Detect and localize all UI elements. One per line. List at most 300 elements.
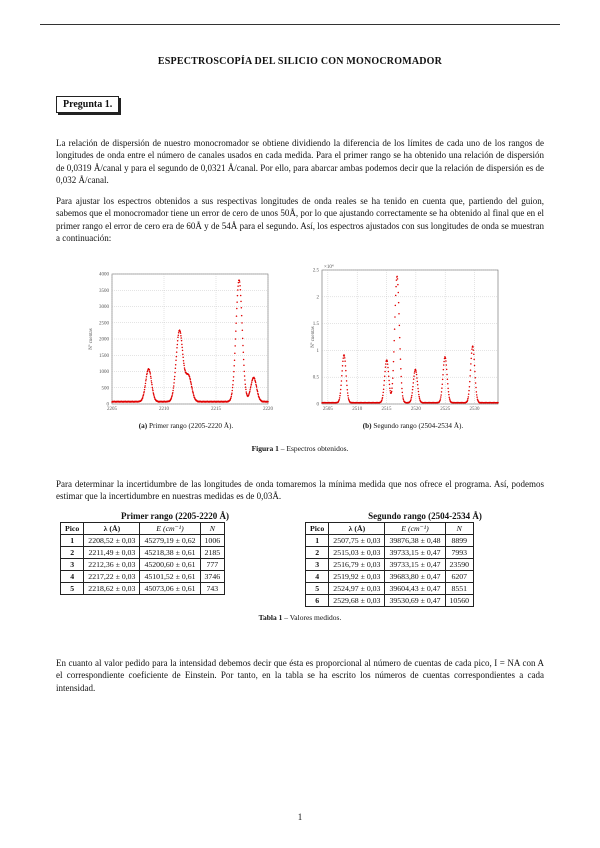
- spectrum-point: [176, 356, 178, 358]
- y-tick-label: 3500: [99, 288, 109, 294]
- cell-energy: 39876,38 ± 0,48: [385, 535, 445, 547]
- spectrum-point: [235, 338, 237, 340]
- spectrum-point: [396, 276, 398, 278]
- subfigure-b-text: Segundo rango (2504-2534 Å).: [371, 422, 464, 430]
- spectrum-point: [189, 376, 191, 378]
- spectrum-point: [402, 392, 404, 394]
- spectrum-point: [191, 386, 193, 388]
- spectrum-point: [248, 393, 250, 395]
- cell-n: 777: [200, 559, 225, 571]
- spectrum-point: [411, 397, 413, 399]
- table-caption-text: – Valores medidos.: [282, 613, 342, 622]
- cell-lambda: 2524,97 ± 0,03: [329, 583, 385, 595]
- x-tick-label: 2520: [410, 407, 421, 412]
- spectrum-point: [388, 375, 390, 377]
- spectrum-point: [471, 348, 473, 350]
- spectrum-point: [243, 359, 245, 361]
- spectrum-point: [230, 397, 232, 399]
- spectrum-point: [476, 396, 478, 398]
- spectrum-point: [191, 387, 193, 389]
- spectrum-point: [191, 383, 193, 385]
- spectrum-point: [419, 397, 421, 399]
- spectrum-point: [401, 382, 403, 384]
- spectrum-point: [385, 363, 387, 365]
- cell-lambda: 2208,52 ± 0,03: [84, 535, 140, 547]
- spectrum-point: [412, 386, 414, 388]
- paragraph-dispersion: La relación de dispersión de nuestro monocromador se obtiene dividiendo la diferencia de los límites de cada uno de los rangos de longitudes de onda entre el número de canales usados en cada medida. Para el primer rango se ha obtenido una relación de dispersión de 0,0319 Å/canal y para el segundo de 0,0321 Å/canal. Por ello, para abarcar ambas podemos decir que la relación de dispersión es de 0,032 Å/canal.: [56, 138, 544, 185]
- spectrum-point: [340, 385, 342, 387]
- spectrum-point: [384, 380, 386, 382]
- spectrum-point: [447, 383, 449, 385]
- spectrum-point: [172, 392, 174, 394]
- spectrum-point: [414, 372, 416, 374]
- spectrum-point: [258, 397, 260, 399]
- spectrum-point: [475, 387, 477, 389]
- spectrum-point: [441, 387, 443, 389]
- y-tick-label: 1: [316, 348, 319, 354]
- x-tick-label: 2525: [440, 407, 451, 412]
- spectrum-point: [395, 286, 397, 288]
- y-tick-label: 2.5: [312, 268, 319, 274]
- spectrum-point: [410, 400, 412, 402]
- spectrum-point: [343, 357, 345, 359]
- spectrum-point: [381, 398, 383, 400]
- spectrum-point: [255, 384, 257, 386]
- y-tick-label: 1500: [99, 353, 109, 359]
- spectrum-point: [231, 394, 233, 396]
- spectrum-point: [475, 377, 477, 379]
- spectrum-point: [440, 394, 442, 396]
- spectrum-point: [445, 360, 447, 362]
- spectrum-point: [439, 400, 441, 402]
- spectrum-point: [472, 346, 474, 348]
- spectrum-point: [184, 370, 186, 372]
- spectrum-point: [382, 392, 384, 394]
- spectrum-point: [267, 401, 269, 403]
- spectrum-point: [172, 390, 174, 392]
- col-lambda: λ (Å): [84, 523, 140, 535]
- spectrum-point: [190, 382, 192, 384]
- spectrum-point: [442, 383, 444, 385]
- spectrum-point: [182, 350, 184, 352]
- y-tick-label: 2500: [99, 321, 109, 327]
- cell-pico: 2: [306, 547, 329, 559]
- spectrum-point: [176, 347, 178, 349]
- spectrum-point: [399, 325, 401, 327]
- x-tick-label: 2220: [263, 407, 273, 412]
- cell-pico: 1: [306, 535, 329, 547]
- col-pico: Pico: [306, 523, 329, 535]
- spectrum-point: [243, 365, 245, 367]
- figure-caption: [0, 444, 600, 453]
- spectrum-point: [232, 380, 234, 382]
- spectrum-point: [471, 352, 473, 354]
- table-row: [61, 535, 225, 547]
- col-pico: Pico: [61, 523, 84, 535]
- spectrum-point: [413, 378, 415, 380]
- page-number: 1: [297, 812, 303, 822]
- spectrum-point: [468, 390, 470, 392]
- col-lambda: λ (Å): [329, 523, 385, 535]
- cell-n: 7993: [445, 547, 474, 559]
- figure-caption-text: – Espectros obtenidos.: [278, 444, 349, 453]
- spectrum-point: [180, 332, 182, 334]
- spectrum-point: [469, 375, 471, 377]
- figure-label: Figura 1: [251, 444, 279, 453]
- spectrum-point: [388, 371, 390, 373]
- spectrum-point: [344, 355, 346, 357]
- spectrum-point: [245, 391, 247, 393]
- paragraph-uncertainty: Para determinar la incertidumbre de las longitudes de onda tomaremos la mínima medida que nos ofrece el programa. Así, podemos estimar que la incertidumbre en nuestras medidas es de 0,03Å.: [56, 479, 544, 502]
- spectrum-point: [446, 369, 448, 371]
- spectrum-point: [411, 395, 413, 397]
- x-tick-label: 2510: [352, 407, 363, 412]
- spectrum-point: [470, 369, 472, 371]
- spectrum-point: [342, 361, 344, 363]
- table2-title: Segundo rango (2504-2534 Å): [368, 511, 482, 521]
- cell-lambda: 2519,92 ± 0,03: [329, 571, 385, 583]
- spectrum-point: [241, 322, 243, 324]
- spectrum-point: [383, 384, 385, 386]
- spectrum-point: [144, 387, 146, 389]
- spectrum-point: [152, 387, 154, 389]
- y-tick-label: 500: [101, 386, 109, 392]
- spectrum-point: [234, 345, 236, 347]
- spectrum-point: [387, 367, 389, 369]
- cell-n: 6207: [445, 571, 474, 583]
- spectrum-point: [193, 395, 195, 397]
- spectrum-point: [447, 388, 449, 390]
- spectrum-point: [443, 361, 445, 363]
- spectrum-point: [448, 394, 450, 396]
- spectrum-point: [173, 382, 175, 384]
- spectrum-point: [340, 392, 342, 394]
- spectrum-point: [394, 328, 396, 330]
- spectrum-point: [235, 330, 237, 332]
- y-axis-label: Nº cuentas: [89, 328, 94, 350]
- spectrum-point: [254, 378, 256, 380]
- spectrum-point: [175, 368, 177, 370]
- spectrum-point: [398, 292, 400, 294]
- spectrum-point: [146, 372, 148, 374]
- spectrum-point: [178, 334, 180, 336]
- spectrum-point: [176, 351, 178, 353]
- y-tick-label: 2: [316, 295, 319, 301]
- table-caption: [0, 613, 600, 622]
- spectrum-point: [442, 374, 444, 376]
- cell-pico: 5: [61, 583, 84, 595]
- col-n: N: [200, 523, 225, 535]
- table2-header-row: [306, 523, 474, 535]
- spectrum-point: [342, 365, 344, 367]
- cell-energy: 45200,60 ± 0,61: [140, 559, 200, 571]
- spectrum-point: [142, 397, 144, 399]
- y-tick-label: 4000: [99, 272, 109, 278]
- spectrum-chart-second-range: [308, 262, 504, 418]
- spectrum-point: [469, 386, 471, 388]
- spectrum-point: [401, 388, 403, 390]
- spectrum-point: [448, 391, 450, 393]
- spectrum-point: [255, 382, 257, 384]
- spectrum-point: [341, 380, 343, 382]
- y-tick-label: 0.5: [312, 375, 319, 381]
- col-energy: E (cm⁻¹): [385, 523, 445, 535]
- table-row: [306, 571, 474, 583]
- spectrum-point: [251, 381, 253, 383]
- spectrum-point: [182, 356, 184, 358]
- spectrum-point: [393, 361, 395, 363]
- spectrum-point: [412, 389, 414, 391]
- cell-pico: 5: [306, 583, 329, 595]
- spectrum-point: [152, 390, 154, 392]
- cell-pico: 2: [61, 547, 84, 559]
- cell-n: 3746: [200, 571, 225, 583]
- spectrum-point: [382, 397, 384, 399]
- spectrum-point: [344, 357, 346, 359]
- cell-lambda: 2507,75 ± 0,03: [329, 535, 385, 547]
- spectrum-point: [251, 383, 253, 385]
- cell-lambda: 2529,68 ± 0,03: [329, 595, 385, 607]
- spectrum-point: [174, 376, 176, 378]
- spectrum-point: [150, 373, 152, 375]
- spectrum-point: [387, 363, 389, 365]
- spectrum-point: [399, 348, 401, 350]
- spectrum-point: [470, 358, 472, 360]
- spectrum-point: [410, 398, 412, 400]
- x-tick-label: 2215: [211, 407, 221, 412]
- table-row: [61, 559, 225, 571]
- spectrum-point: [145, 378, 147, 380]
- spectrum-point: [413, 375, 415, 377]
- spectrum-point: [149, 369, 151, 371]
- cell-n: 8551: [445, 583, 474, 595]
- spectrum-point: [250, 386, 252, 388]
- spectrum-point: [190, 379, 192, 381]
- spectrum-chart-first-range: [86, 266, 276, 418]
- spectrum-point: [400, 358, 402, 360]
- spectrum-point: [467, 399, 469, 401]
- spectrum-point: [398, 313, 400, 315]
- spectrum-point: [391, 387, 393, 389]
- spectrum-point: [418, 394, 420, 396]
- cell-energy: 45218,38 ± 0,61: [140, 547, 200, 559]
- spectrum-point: [193, 392, 195, 394]
- spectrum-point: [232, 390, 234, 392]
- spectrum-point: [446, 364, 448, 366]
- spectrum-point: [239, 285, 241, 287]
- spectrum-point: [244, 371, 246, 373]
- col-energy: E (cm⁻¹): [140, 523, 200, 535]
- spectrum-point: [440, 398, 442, 400]
- spectrum-point: [476, 394, 478, 396]
- page-title: ESPECTROSCOPÍA DEL SILICIO CON MONOCROMADOR: [157, 56, 443, 67]
- spectrum-point: [233, 376, 235, 378]
- spectrum-point: [152, 388, 154, 390]
- spectrum-point: [256, 385, 257, 387]
- spectrum-point: [245, 389, 247, 391]
- y-tick-label: 1000: [99, 370, 109, 375]
- spectrum-point: [393, 351, 395, 353]
- spectrum-point: [381, 400, 383, 402]
- y-exponent-label: ×10⁴: [324, 265, 334, 270]
- spectrum-point: [416, 374, 418, 376]
- table-row: [61, 571, 225, 583]
- spectrum-point: [180, 337, 182, 339]
- table1-header-row: [61, 523, 225, 535]
- spectrum-point: [475, 382, 477, 384]
- spectrum-point: [248, 394, 250, 396]
- spectrum-point: [180, 335, 182, 337]
- cell-n: 2185: [200, 547, 225, 559]
- cell-lambda: 2515,03 ± 0,03: [329, 547, 385, 559]
- cell-n: 743: [200, 583, 225, 595]
- spectrum-point: [238, 282, 240, 284]
- spectrum-point: [447, 379, 449, 381]
- spectrum-point: [416, 377, 418, 379]
- spectrum-point: [150, 376, 152, 378]
- cell-pico: 3: [61, 559, 84, 571]
- spectrum-point: [389, 384, 391, 386]
- plot-frame: [322, 270, 498, 404]
- spectrum-point: [389, 387, 391, 389]
- spectrum-point: [237, 285, 239, 287]
- subfigure-a-label: (a): [138, 422, 148, 430]
- spectrum-point: [242, 338, 244, 340]
- spectrum-point: [474, 371, 476, 373]
- spectrum-point: [151, 384, 153, 386]
- table-first-range: [60, 522, 225, 595]
- spectrum-point: [473, 349, 475, 351]
- spectrum-point: [241, 307, 243, 309]
- spectrum-point: [256, 388, 258, 390]
- cell-pico: 1: [61, 535, 84, 547]
- cell-pico: 6: [306, 595, 329, 607]
- table-row: [306, 595, 474, 607]
- cell-lambda: 2516,79 ± 0,03: [329, 559, 385, 571]
- spectrum-point: [392, 377, 394, 379]
- spectrum-point: [143, 391, 145, 393]
- spectrum-point: [415, 371, 417, 373]
- spectrum-point: [183, 362, 185, 364]
- spectrum-point: [151, 380, 153, 382]
- cell-n: 8899: [445, 535, 474, 547]
- spectrum-point: [249, 389, 251, 391]
- spectrum-point: [175, 364, 177, 366]
- spectrum-point: [174, 379, 176, 381]
- spectrum-point: [240, 289, 242, 291]
- spectrum-point: [177, 340, 179, 342]
- spectrum-point: [397, 278, 399, 280]
- spectrum-point: [153, 394, 155, 396]
- spectrum-point: [244, 379, 246, 381]
- y-tick-label: 0: [316, 402, 319, 408]
- spectrum-point: [392, 383, 394, 385]
- col-n: N: [445, 523, 474, 535]
- y-tick-label: 3000: [99, 305, 109, 310]
- spectrum-point: [245, 384, 247, 386]
- cell-lambda: 2211,49 ± 0,03: [84, 547, 140, 559]
- spectrum-point: [340, 389, 342, 391]
- spectrum-point: [231, 392, 233, 394]
- subfigure-a-caption: [96, 422, 276, 430]
- spectrum-point: [345, 365, 347, 367]
- spectrum-point: [385, 366, 387, 368]
- spectrum-point: [143, 394, 145, 396]
- spectrum-point: [440, 396, 442, 398]
- cell-energy: 39683,80 ± 0,47: [385, 571, 445, 583]
- spectrum-point: [417, 381, 419, 383]
- spectrum-point: [442, 379, 444, 381]
- spectrum-point: [239, 281, 241, 283]
- spectrum-point: [236, 301, 238, 303]
- spectrum-point: [180, 331, 182, 333]
- spectrum-point: [145, 380, 147, 382]
- table-row: [61, 547, 225, 559]
- cell-pico: 3: [306, 559, 329, 571]
- y-tick-label: 1.5: [312, 322, 319, 328]
- spectrum-point: [144, 385, 146, 387]
- spectrum-point: [394, 316, 396, 318]
- spectrum-point: [441, 391, 443, 393]
- spectrum-point: [240, 295, 242, 297]
- spectrum-point: [175, 360, 177, 362]
- paragraph-adjustment: Para ajustar los espectros obtenidos a sus respectivas longitudes de onda reales se ha tenido en cuenta que, partiendo del guion, sabemos que el monocromador tiene un error de cero de unos 50Å, por lo que ajustando correctamente se ha obtenido al final que en el primer rango el error de cero era de 60Å y de 54Å para el segundo. Así, los espectros ajustados con sus longitudes de onda se muestran a continuación:: [56, 196, 544, 243]
- spectrum-point: [177, 344, 179, 346]
- spectrum-point: [232, 384, 234, 386]
- spectrum-point: [392, 370, 394, 372]
- spectrum-point: [244, 375, 246, 377]
- table1-title: Primer rango (2205-2220 Å): [120, 511, 230, 521]
- spectrum-point: [241, 315, 243, 317]
- spectrum-point: [400, 368, 402, 370]
- cell-n: 23590: [445, 559, 474, 571]
- spectrum-point: [497, 402, 499, 404]
- spectrum-point: [236, 308, 238, 310]
- spectrum-point: [173, 385, 175, 387]
- spectrum-point: [417, 388, 419, 390]
- spectrum-point: [338, 399, 340, 401]
- spectrum-point: [183, 360, 185, 362]
- x-tick-label: 2505: [322, 407, 333, 412]
- spectrum-point: [383, 389, 385, 391]
- x-tick-label: 2515: [381, 407, 392, 412]
- header-rule: [40, 24, 560, 25]
- spectrum-point: [184, 367, 186, 369]
- cell-lambda: 2217,22 ± 0,03: [84, 571, 140, 583]
- spectrum-point: [417, 384, 419, 386]
- spectrum-point: [234, 359, 236, 361]
- spectrum-point: [345, 370, 347, 372]
- cell-lambda: 2212,36 ± 0,03: [84, 559, 140, 571]
- spectrum-point: [388, 380, 390, 382]
- table-row: [61, 583, 225, 595]
- spectrum-point: [233, 371, 235, 373]
- spectrum-point: [384, 371, 386, 373]
- spectrum-point: [345, 375, 347, 377]
- subfigure-a-text: Primer rango (2205-2220 Å).: [147, 422, 234, 430]
- spectrum-point: [257, 391, 259, 393]
- spectrum-point: [173, 387, 175, 389]
- spectrum-point: [145, 383, 147, 385]
- table-row: [306, 547, 474, 559]
- spectrum-point: [399, 337, 401, 339]
- spectrum-point: [339, 397, 341, 399]
- question-label: Pregunta 1.: [56, 96, 119, 113]
- spectrum-point: [418, 391, 420, 393]
- spectrum-point: [469, 381, 471, 383]
- spectrum-point: [339, 395, 341, 397]
- spectrum-point: [400, 376, 402, 378]
